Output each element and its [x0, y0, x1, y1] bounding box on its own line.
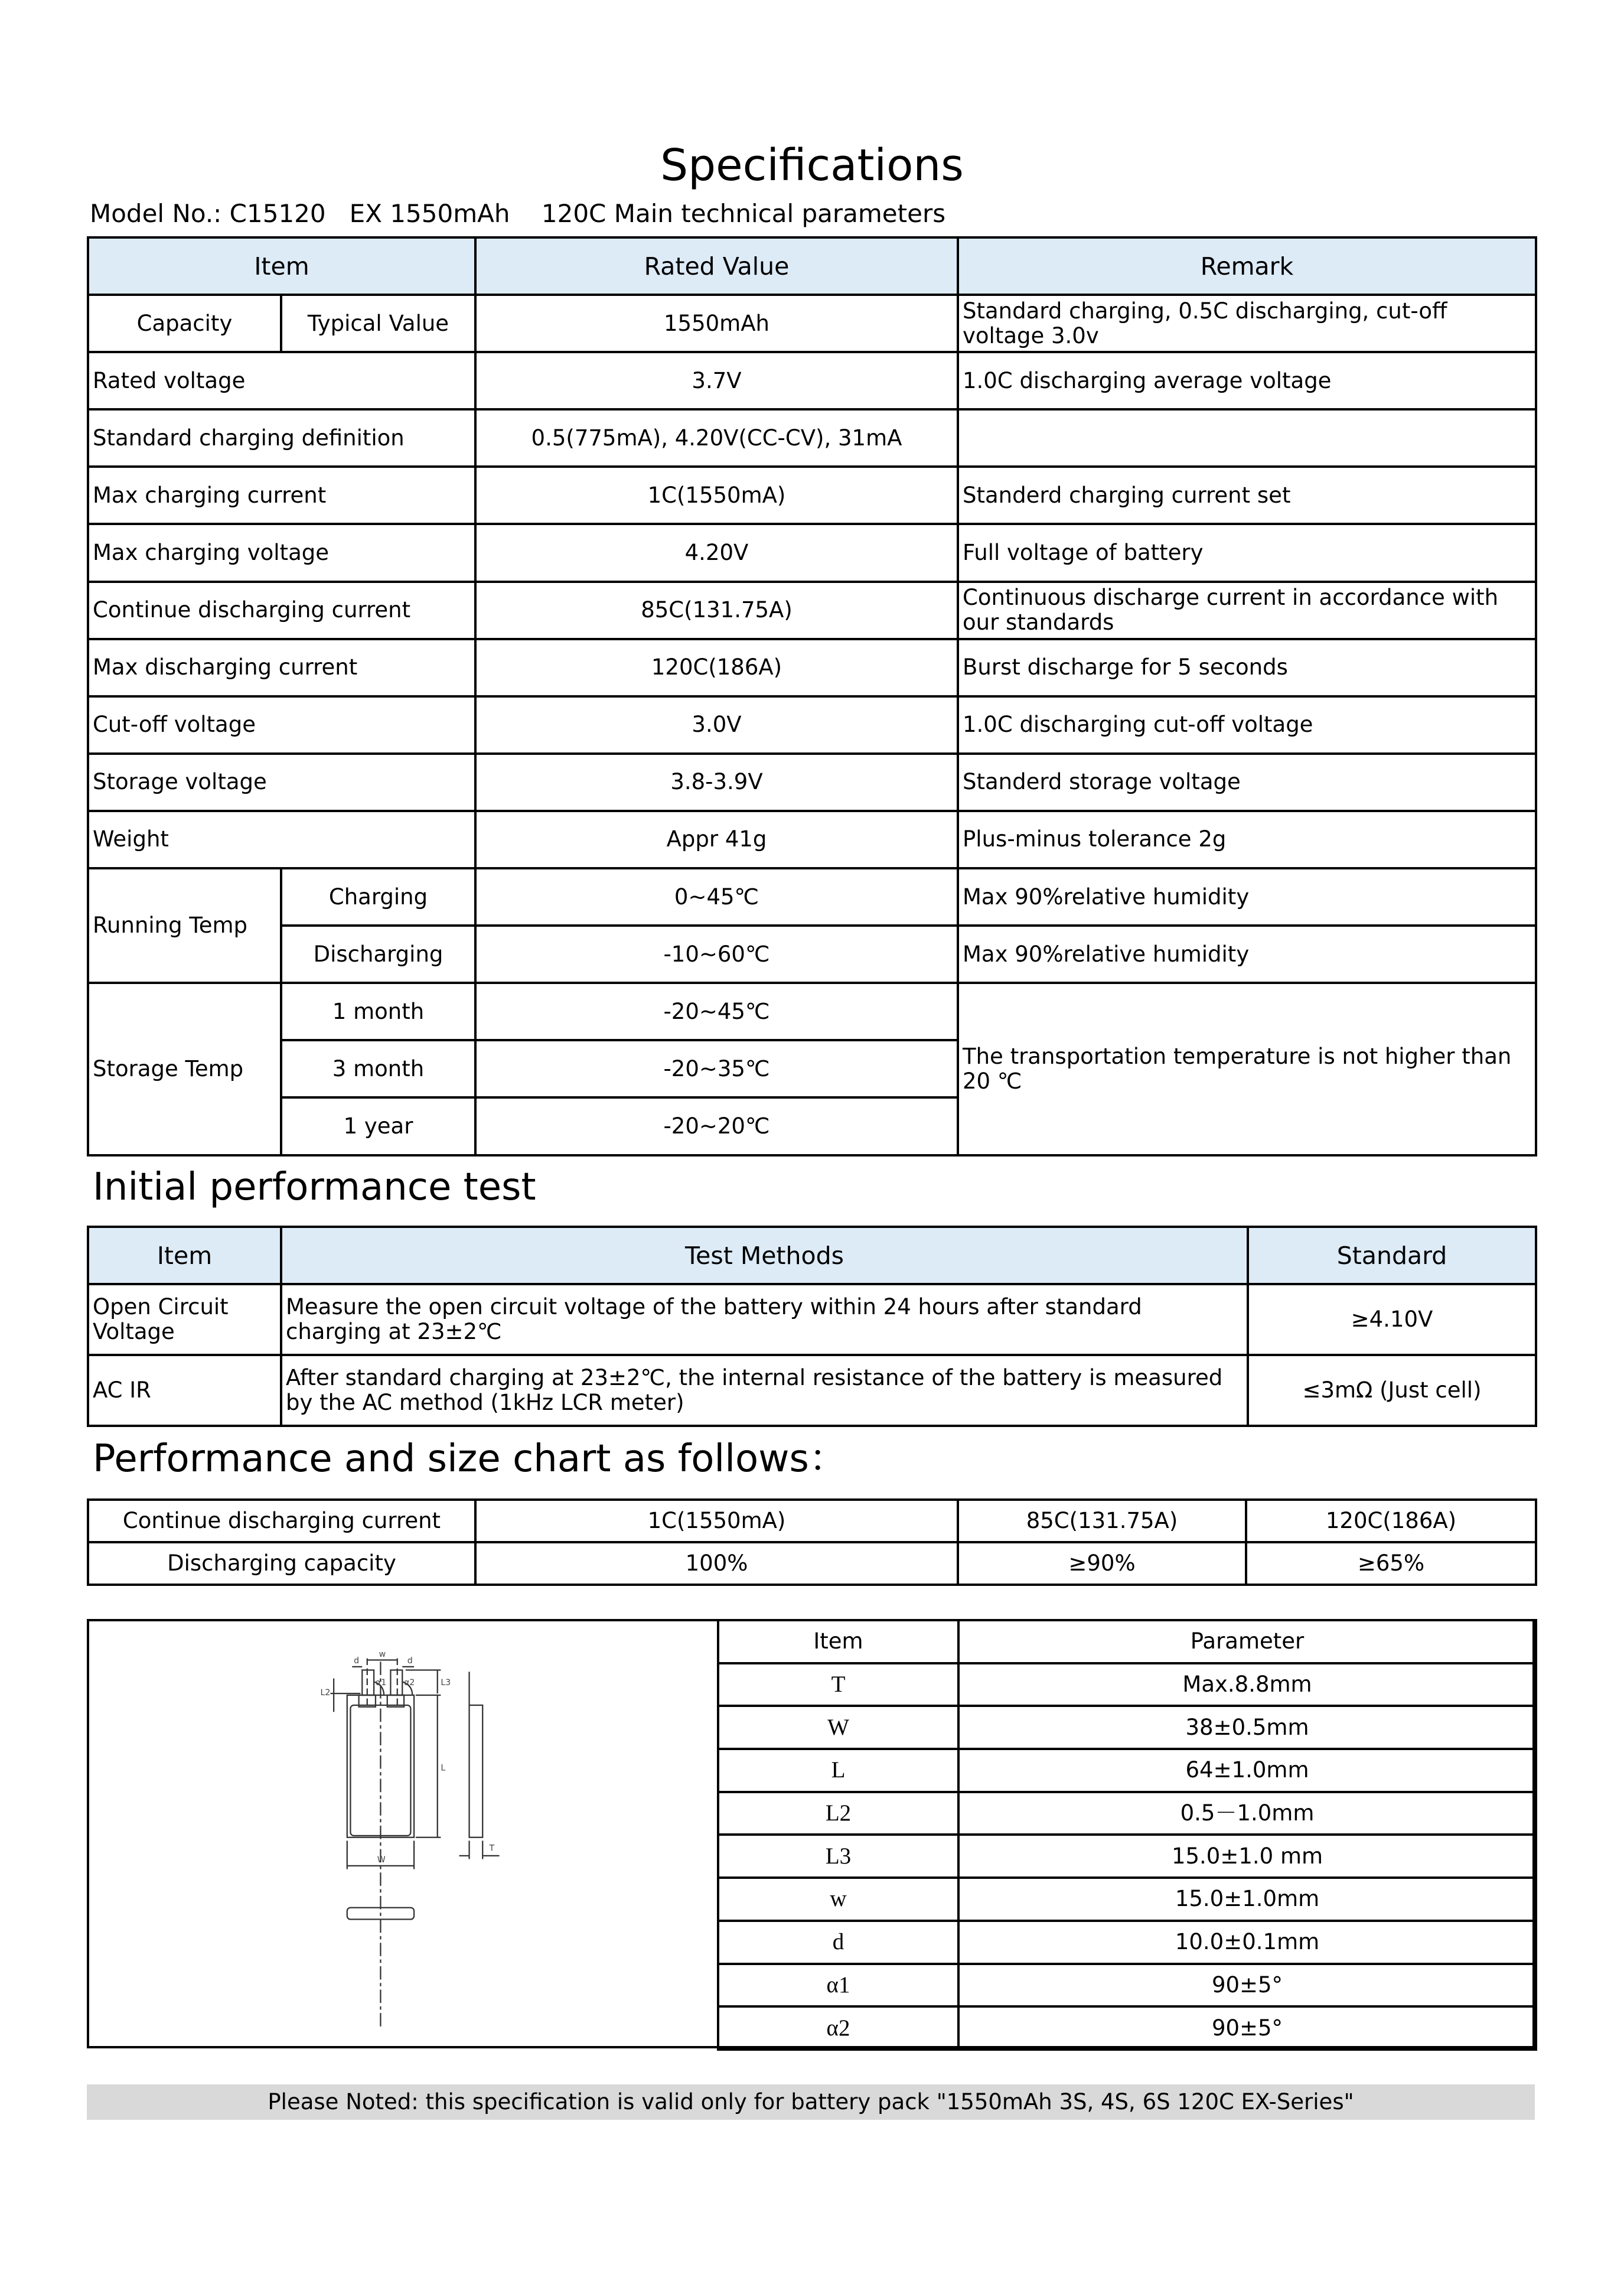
row-subitem: Typical Value [281, 295, 475, 352]
dimension-table [717, 1619, 1537, 2051]
row-item: L2 [718, 1792, 958, 1835]
row-value: 3.7V [475, 352, 958, 409]
row-item: Rated voltage [88, 352, 475, 409]
table-row [718, 1792, 1536, 1835]
table-row [88, 1500, 1536, 1542]
table-row [88, 409, 1536, 467]
row-value: 0~45℃ [475, 868, 958, 926]
row-value: 120C(186A) [1246, 1500, 1536, 1542]
table-header-row [718, 1620, 1536, 1663]
table-row [88, 352, 1536, 409]
row-subitem: 3 month [281, 1040, 475, 1097]
row-value: 3.8-3.9V [475, 754, 958, 811]
header-item: Item [88, 1227, 281, 1284]
drawing-label-d2: d [407, 1656, 413, 1666]
initial-test-table [87, 1226, 1537, 1427]
table-row [88, 696, 1536, 754]
row-item: L [718, 1749, 958, 1792]
row-value: 120C(186A) [475, 639, 958, 696]
row-subitem: Charging [281, 868, 475, 926]
row-label: Continue discharging current [88, 1500, 475, 1542]
row-remark: Continuous discharge current in accordance with our standards [958, 582, 1536, 639]
row-remark: Standerd storage voltage [958, 754, 1536, 811]
row-value: 1C(1550mA) [475, 467, 958, 524]
header-rated-value: Rated Value [475, 237, 958, 295]
header-item: Item [88, 237, 475, 295]
row-param: 90±5° [958, 1964, 1536, 2007]
main-spec-table [87, 236, 1537, 1156]
table-row [88, 983, 1536, 1040]
header-item: Item [718, 1620, 958, 1663]
row-value: 85C(131.75A) [475, 582, 958, 639]
row-value: 4.20V [475, 524, 958, 581]
table-row [88, 1284, 1536, 1355]
row-value: 1C(1550mA) [475, 1500, 958, 1542]
row-item: Open Circuit Voltage [88, 1284, 281, 1355]
row-param: Max.8.8mm [958, 1663, 1536, 1706]
table-row [88, 467, 1536, 524]
table-header-row [88, 1227, 1536, 1284]
row-value: 3.0V [475, 696, 958, 754]
row-item: α2 [718, 2006, 958, 2050]
section-title-performance: Performance and size chart as follows： [93, 1437, 847, 1481]
drawing-label-L: L [441, 1763, 446, 1773]
table-row [718, 1706, 1536, 1749]
row-value: ≥90% [958, 1542, 1246, 1585]
table-row [88, 524, 1536, 581]
row-item: Cut-off voltage [88, 696, 475, 754]
row-value: ≥65% [1246, 1542, 1536, 1585]
table-row [88, 1542, 1536, 1585]
row-item: Max charging current [88, 467, 475, 524]
row-remark: Max 90%relative humidity [958, 868, 1536, 926]
row-value: 85C(131.75A) [958, 1500, 1246, 1542]
footer-note: Please Noted: this specification is valid only for battery pack "1550mAh 3S, 4S, 6S 120C EX-Series" [87, 2084, 1535, 2120]
table-row [718, 1663, 1536, 1706]
page-title: Specifications [660, 140, 964, 191]
table-row [718, 1921, 1536, 1964]
table-row [718, 1964, 1536, 2007]
row-value: 100% [475, 1542, 958, 1585]
row-param: 64±1.0mm [958, 1749, 1536, 1792]
row-item: T [718, 1663, 958, 1706]
row-value: 1550mAh [475, 295, 958, 352]
row-remark: 1.0C discharging average voltage [958, 352, 1536, 409]
row-item: AC IR [88, 1355, 281, 1426]
table-row [88, 754, 1536, 811]
drawing-label-w: w [379, 1649, 386, 1659]
row-remark: Full voltage of battery [958, 524, 1536, 581]
drawing-label-W: W [377, 1855, 386, 1865]
header-remark: Remark [958, 237, 1536, 295]
row-subitem: 1 year [281, 1097, 475, 1155]
header-parameter: Parameter [958, 1620, 1536, 1663]
row-value: 0.5(775mA), 4.20V(CC-CV), 31mA [475, 409, 958, 467]
drawing-label-d1: d [354, 1656, 360, 1666]
row-remark: Plus-minus tolerance 2g [958, 811, 1536, 868]
table-header-row [88, 237, 1536, 295]
row-value: -10~60℃ [475, 926, 958, 983]
row-standard: ≤3mΩ (Just cell) [1248, 1355, 1536, 1426]
row-item: Continue discharging current [88, 582, 475, 639]
running-temp-label: Running Temp [88, 868, 281, 983]
row-item: w [718, 1878, 958, 1921]
section-title-initial-test: Initial performance test [93, 1165, 536, 1209]
performance-table [87, 1498, 1537, 1586]
table-row [88, 295, 1536, 352]
table-row [88, 639, 1536, 696]
table-row [88, 868, 1536, 926]
row-item: Storage voltage [88, 754, 475, 811]
battery-dimension-drawing [284, 1645, 556, 2035]
row-subitem: 1 month [281, 983, 475, 1040]
row-param: 15.0±1.0 mm [958, 1835, 1536, 1878]
storage-temp-remark: The transportation temperature is not higher than 20 ℃ [958, 983, 1536, 1155]
row-item: L3 [718, 1835, 958, 1878]
row-remark: 1.0C discharging cut-off voltage [958, 696, 1536, 754]
row-method: Measure the open circuit voltage of the battery within 24 hours after standard charging at 23±2℃ [281, 1284, 1248, 1355]
row-item: Capacity [88, 295, 281, 352]
drawing-label-L2: L2 [320, 1687, 331, 1698]
row-label: Discharging capacity [88, 1542, 475, 1585]
drawing-label-L3: L3 [441, 1677, 451, 1687]
header-test-methods: Test Methods [281, 1227, 1248, 1284]
drawing-label-a1: α1 [375, 1677, 387, 1687]
row-item: α1 [718, 1964, 958, 2007]
row-method: After standard charging at 23±2℃, the internal resistance of the battery is measured by the AC method (1kHz LCR meter) [281, 1355, 1248, 1426]
row-item: Max discharging current [88, 639, 475, 696]
row-remark: Standerd charging current set [958, 467, 1536, 524]
storage-temp-label: Storage Temp [88, 983, 281, 1155]
row-remark: Standard charging, 0.5C discharging, cut-off voltage 3.0v [958, 295, 1536, 352]
row-value: -20~35℃ [475, 1040, 958, 1097]
row-param: 90±5° [958, 2006, 1536, 2050]
model-line: Model No.: C15120 EX 1550mAh 120C Main technical parameters [90, 199, 946, 228]
table-row [718, 1749, 1536, 1792]
table-row [88, 1355, 1536, 1426]
row-remark: Burst discharge for 5 seconds [958, 639, 1536, 696]
row-item: W [718, 1706, 958, 1749]
table-row [718, 2006, 1536, 2050]
table-row [718, 1835, 1536, 1878]
table-row [88, 926, 1536, 983]
row-item: Standard charging definition [88, 409, 475, 467]
row-item: Max charging voltage [88, 524, 475, 581]
row-param: 0.5－1.0mm [958, 1792, 1536, 1835]
row-item: Weight [88, 811, 475, 868]
drawing-label-a2: α2 [404, 1677, 415, 1687]
table-row [88, 582, 1536, 639]
row-value: -20~20℃ [475, 1097, 958, 1155]
row-param: 15.0±1.0mm [958, 1878, 1536, 1921]
row-standard: ≥4.10V [1248, 1284, 1536, 1355]
row-item: d [718, 1921, 958, 1964]
row-param: 10.0±0.1mm [958, 1921, 1536, 1964]
header-standard: Standard [1248, 1227, 1536, 1284]
row-subitem: Discharging [281, 926, 475, 983]
row-remark [958, 409, 1536, 467]
table-row [718, 1878, 1536, 1921]
drawing-label-T: T [489, 1843, 495, 1853]
table-row [88, 811, 1536, 868]
row-value: -20~45℃ [475, 983, 958, 1040]
row-remark: Max 90%relative humidity [958, 926, 1536, 983]
row-param: 38±0.5mm [958, 1706, 1536, 1749]
row-value: Appr 41g [475, 811, 958, 868]
